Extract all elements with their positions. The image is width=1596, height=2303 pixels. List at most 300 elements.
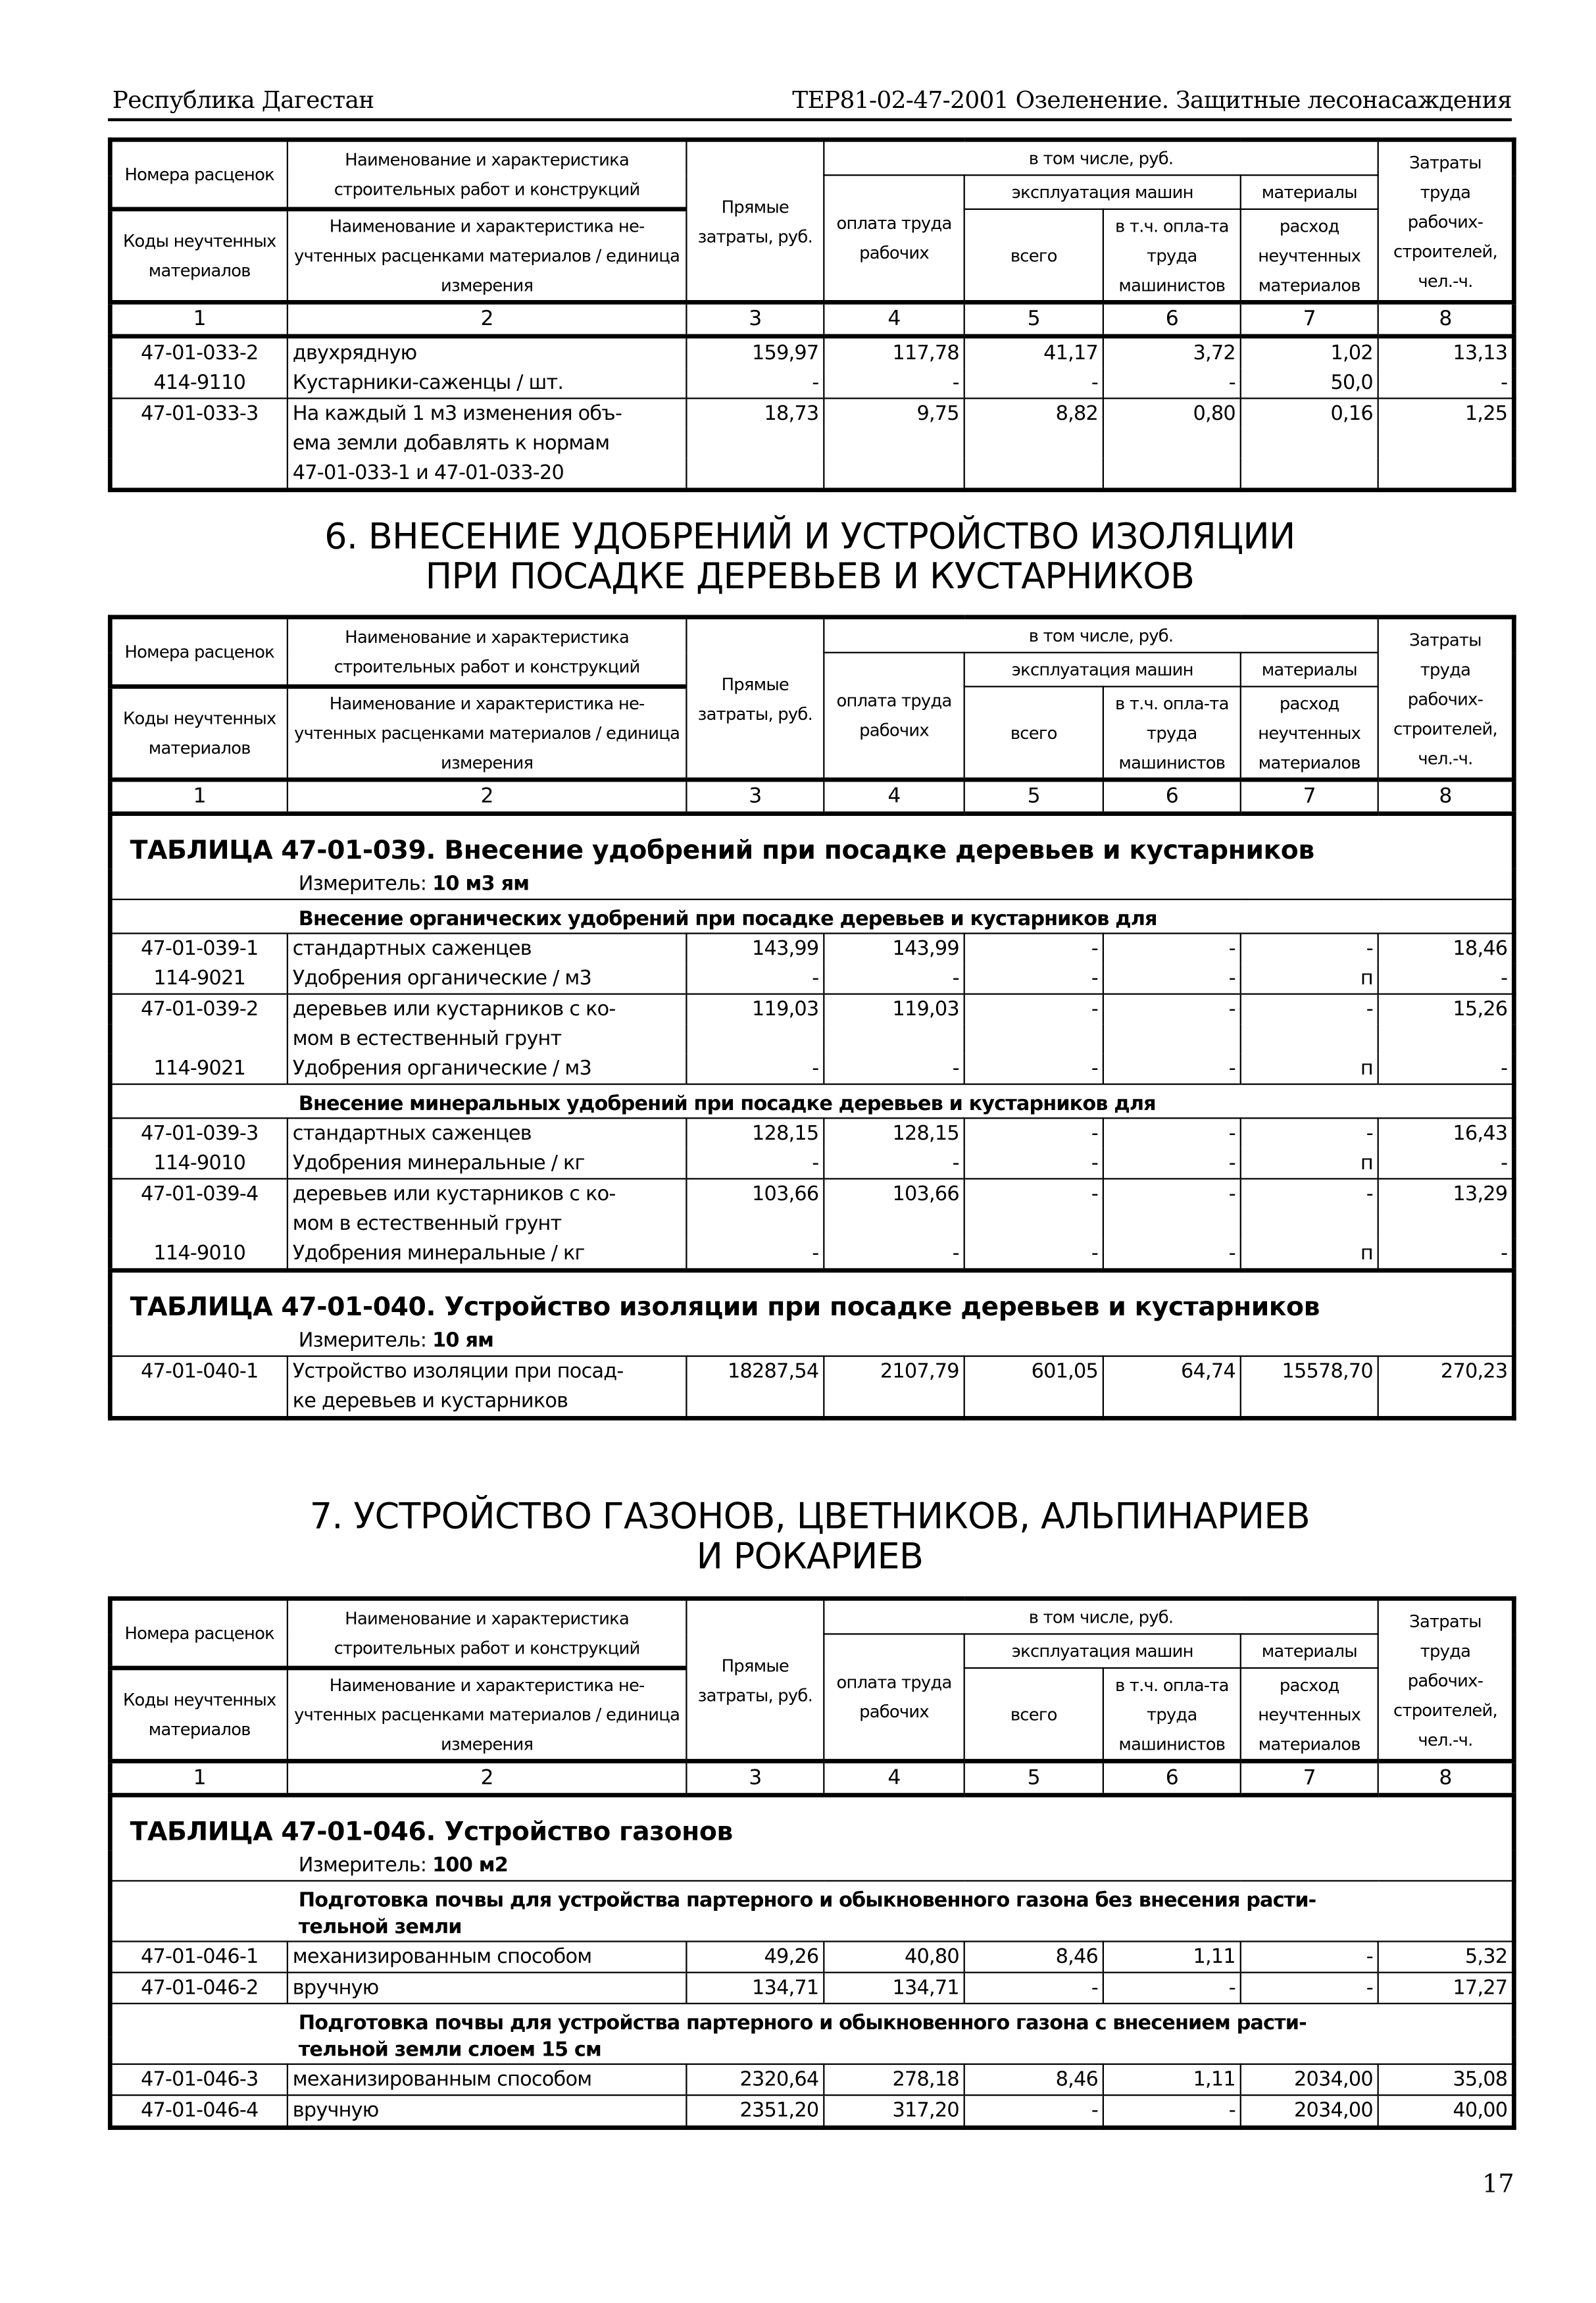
materials-cell: - [1241, 1118, 1378, 1148]
table-title [110, 1795, 1514, 1850]
labor-hours-cell: 35,08 [1378, 2064, 1514, 2095]
column-number: 2 [287, 1761, 687, 1795]
column-number: 2 [287, 302, 687, 336]
header-direct-costs: Прямые затраты, руб. [686, 1598, 824, 1761]
header-rate-number: Номера расценок [110, 139, 287, 209]
direct-costs-cell: 18,73 [686, 398, 824, 428]
worker-pay-cell: 117,78 [824, 336, 964, 368]
direct-costs-cell: 159,97 [686, 336, 824, 368]
header-rate-number: Номера расценок [110, 617, 287, 687]
labor-hours-cell [1378, 1209, 1514, 1238]
operator-pay-cell: - [1103, 934, 1241, 964]
worker-pay-cell [824, 458, 964, 490]
direct-costs-cell: - [686, 1238, 824, 1270]
labor-hours-cell: - [1378, 1148, 1514, 1178]
header-material-name: Наименование и характеристика не-учтенных расценками материалов / единица измерения [287, 686, 687, 780]
machines-total-cell: 41,17 [964, 336, 1103, 368]
column-number: 5 [964, 1761, 1103, 1795]
worker-pay-cell: 317,20 [824, 2095, 964, 2127]
subheading-row [110, 1881, 1514, 1914]
direct-costs-cell: 49,26 [686, 1942, 824, 1973]
column-number: 7 [1241, 1761, 1378, 1795]
materials-cell: - [1241, 1178, 1378, 1209]
section-title-line: 6. ВНЕСЕНИЕ УДОБРЕНИЙ И УСТРОЙСТВО ИЗОЛЯЦИИ [324, 515, 1295, 557]
machines-total-cell: - [964, 1973, 1103, 2004]
header-material-name: Наименование и характеристика не-учтенных расценками материалов / единица измерения [287, 209, 687, 303]
worker-pay-cell: - [824, 1148, 964, 1178]
rate-code-cell [110, 428, 287, 458]
header-work-name: Наименование и характеристика строительных работ и конструкций [287, 617, 687, 687]
subheading: тельной земли [298, 1915, 462, 1940]
operator-pay-cell: 64,74 [1103, 1356, 1241, 1386]
operator-pay-cell [1103, 1025, 1241, 1054]
machines-total-cell [964, 1025, 1103, 1054]
header-operator-pay: в т.ч. опла-та труда машинистов [1103, 1668, 1241, 1761]
description-cell: мом в естественный грунт [287, 1025, 687, 1054]
header-machines-total: всего [964, 1668, 1103, 1761]
machines-total-cell: - [964, 934, 1103, 964]
machines-total-cell: 8,46 [964, 1942, 1103, 1973]
subheading: Внесение органических удобрений при посадке деревьев и кустарников для [110, 899, 1514, 934]
header-row [110, 617, 1514, 653]
column-number: 6 [1103, 780, 1241, 814]
labor-hours-cell: 1,25 [1378, 398, 1514, 428]
table-row [110, 1386, 1514, 1418]
subheading-row [110, 899, 1514, 934]
operator-pay-cell: - [1103, 1973, 1241, 2004]
worker-pay-cell: - [824, 964, 964, 994]
section-7-title [108, 1498, 1512, 1577]
direct-costs-cell: 2320,64 [686, 2064, 824, 2095]
table-title [110, 814, 1514, 869]
direct-costs-cell: - [686, 1148, 824, 1178]
direct-costs-cell [686, 458, 824, 490]
materials-cell: 0,16 [1241, 398, 1378, 428]
operator-pay-cell [1103, 1209, 1241, 1238]
worker-pay-cell: 119,03 [824, 994, 964, 1025]
materials-cell: п [1241, 1238, 1378, 1270]
description-cell: стандартных саженцев [287, 1118, 687, 1148]
labor-hours-cell: - [1378, 964, 1514, 994]
description-cell: Устройство изоляции при посад- [287, 1356, 687, 1386]
materials-cell: 15578,70 [1241, 1356, 1378, 1386]
worker-pay-cell: 128,15 [824, 1118, 964, 1148]
measure-value: 10 м3 ям [432, 872, 530, 896]
header-document-title: ТЕР81-02-47-2001 Озеленение. Защитные лесонасаждения [792, 86, 1512, 114]
materials-cell: - [1241, 1973, 1378, 2004]
rates-table-3 [108, 1596, 1516, 2130]
measure-value: 100 м2 [432, 1853, 509, 1877]
rates-table-2 [108, 615, 1516, 1420]
header-material-codes: Коды неучтенных материалов [110, 1668, 287, 1761]
rate-code-cell: 47-01-046-2 [110, 1973, 287, 2004]
table-row [110, 2064, 1514, 2095]
rate-code-cell: 47-01-033-3 [110, 398, 287, 428]
measure-label: Измеритель: [298, 1853, 433, 1877]
machines-total-cell [964, 458, 1103, 490]
machines-total-cell: - [964, 1148, 1103, 1178]
rate-code-cell: 47-01-046-4 [110, 2095, 287, 2127]
measure-row [110, 1326, 1514, 1356]
labor-hours-cell: 13,13 [1378, 336, 1514, 368]
subheading-row [110, 1084, 1514, 1119]
measure-label: Измеритель: [298, 1329, 433, 1353]
machines-total-cell: - [964, 1054, 1103, 1084]
column-number: 5 [964, 302, 1103, 336]
materials-cell: 2034,00 [1241, 2064, 1378, 2095]
header-machines-total: всего [964, 686, 1103, 780]
column-number: 8 [1378, 302, 1514, 336]
header-machines-total: всего [964, 209, 1103, 303]
worker-pay-cell: 9,75 [824, 398, 964, 428]
operator-pay-cell: - [1103, 1148, 1241, 1178]
materials-cell: - [1241, 934, 1378, 964]
operator-pay-cell: - [1103, 1238, 1241, 1270]
header-rate-number: Номера расценок [110, 1598, 287, 1668]
worker-pay-cell [824, 1386, 964, 1418]
materials-cell [1241, 1025, 1378, 1054]
header-machines: эксплуатация машин [964, 653, 1241, 687]
operator-pay-cell: 0,80 [1103, 398, 1241, 428]
materials-cell: - [1241, 994, 1378, 1025]
description-cell: Кустарники-саженцы / шт. [287, 368, 687, 398]
header-direct-costs: Прямые затраты, руб. [686, 617, 824, 780]
rate-code-cell: 47-01-033-2 [110, 336, 287, 368]
worker-pay-cell: - [824, 1238, 964, 1270]
rate-code-cell: 47-01-040-1 [110, 1356, 287, 1386]
table-row [110, 368, 1514, 398]
column-number: 3 [686, 302, 824, 336]
header-operator-pay: в т.ч. опла-та труда машинистов [1103, 209, 1241, 303]
machines-total-cell: - [964, 368, 1103, 398]
labor-hours-cell: 16,43 [1378, 1118, 1514, 1148]
header-work-name: Наименование и характеристика строительных работ и конструкций [287, 1598, 687, 1668]
labor-hours-cell [1378, 1386, 1514, 1418]
description-cell: деревьев или кустарников с ко- [287, 1178, 687, 1209]
header-worker-pay: оплата труда рабочих [824, 653, 964, 780]
header-material-consumption: расход неучтенных материалов [1241, 686, 1378, 780]
table-row [110, 1356, 1514, 1386]
rate-code-cell: 47-01-046-3 [110, 2064, 287, 2095]
table-code: ТАБЛИЦА 47-01-046. [130, 1817, 436, 1848]
table-row [110, 1148, 1514, 1178]
section-title-line: И РОКАРИЕВ [696, 1535, 924, 1577]
worker-pay-cell [824, 428, 964, 458]
table-row [110, 1054, 1514, 1084]
rates-table-1 [108, 138, 1516, 492]
direct-costs-cell [686, 428, 824, 458]
direct-costs-cell: 119,03 [686, 994, 824, 1025]
rate-code-cell: 114-9021 [110, 964, 287, 994]
table-title-row [110, 814, 1514, 869]
table-title-row [110, 1795, 1514, 1850]
column-number: 3 [686, 780, 824, 814]
direct-costs-cell [686, 1386, 824, 1418]
header-row [110, 1598, 1514, 1634]
materials-cell: 50,0 [1241, 368, 1378, 398]
labor-hours-cell [1378, 428, 1514, 458]
subheading-row [110, 2004, 1514, 2037]
machines-total-cell [964, 1209, 1103, 1238]
header-region: Республика Дагестан [112, 86, 374, 114]
direct-costs-cell: - [686, 964, 824, 994]
subheading: Подготовка почвы для устройства партерного и обыкновенного газона без внесения расти- [110, 1881, 1514, 1914]
column-number: 1 [110, 780, 287, 814]
table-row [110, 1025, 1514, 1054]
description-cell: механизированным способом [287, 2064, 687, 2095]
header-labor-costs: Затраты труда рабочих-строителей, чел.-ч. [1378, 617, 1514, 780]
section-title-line: 7. УСТРОЙСТВО ГАЗОНОВ, ЦВЕТНИКОВ, АЛЬПИНАРИЕВ [309, 1496, 1310, 1538]
table-row [110, 934, 1514, 964]
subheading-row [110, 2037, 1514, 2064]
table-row [110, 458, 1514, 490]
header-labor-costs: Затраты труда рабочих-строителей, чел.-ч. [1378, 139, 1514, 302]
rate-code-cell: 47-01-039-2 [110, 994, 287, 1025]
labor-hours-cell: 13,29 [1378, 1178, 1514, 1209]
table-name: Устройство изоляции при посадке деревьев и кустарников [435, 1293, 1320, 1323]
section-6-title [108, 517, 1512, 597]
labor-hours-cell: 17,27 [1378, 1973, 1514, 2004]
rate-code-cell: 114-9010 [110, 1148, 287, 1178]
machines-total-cell [964, 428, 1103, 458]
header-material-consumption: расход неучтенных материалов [1241, 209, 1378, 303]
measure-row [110, 1850, 1514, 1881]
header-material-codes: Коды неучтенных материалов [110, 686, 287, 780]
description-cell: Удобрения органические / м3 [287, 964, 687, 994]
machines-total-cell: - [964, 1238, 1103, 1270]
worker-pay-cell [824, 1209, 964, 1238]
materials-cell [1241, 428, 1378, 458]
description-cell: Удобрения минеральные / кг [287, 1148, 687, 1178]
operator-pay-cell: 1,11 [1103, 2064, 1241, 2095]
materials-cell [1241, 1209, 1378, 1238]
column-numbers-row [110, 1761, 1514, 1795]
table-name: Устройство газонов [435, 1817, 733, 1848]
materials-cell: - [1241, 1942, 1378, 1973]
direct-costs-cell [686, 1209, 824, 1238]
machines-total-cell: 8,46 [964, 2064, 1103, 2095]
table-name: Внесение удобрений при посадке деревьев и кустарников [435, 836, 1314, 867]
header-including: в том числе, руб. [824, 139, 1378, 175]
rate-code-cell: 47-01-039-1 [110, 934, 287, 964]
column-number: 3 [686, 1761, 824, 1795]
rate-code-cell [110, 458, 287, 490]
operator-pay-cell: - [1103, 1178, 1241, 1209]
materials-cell: п [1241, 1054, 1378, 1084]
rate-code-cell [110, 1386, 287, 1418]
header-worker-pay: оплата труда рабочих [824, 1634, 964, 1761]
description-cell: мом в естественный грунт [287, 1209, 687, 1238]
section-title-line: ПРИ ПОСАДКЕ ДЕРЕВЬЕВ И КУСТАРНИКОВ [425, 555, 1195, 597]
table-row [110, 1118, 1514, 1148]
materials-cell: п [1241, 964, 1378, 994]
column-number: 4 [824, 780, 964, 814]
description-cell: деревьев или кустарников с ко- [287, 994, 687, 1025]
description-cell: Удобрения минеральные / кг [287, 1238, 687, 1270]
header-machines: эксплуатация машин [964, 1634, 1241, 1668]
worker-pay-cell [824, 1025, 964, 1054]
machines-total-cell: - [964, 2095, 1103, 2127]
worker-pay-cell: 134,71 [824, 1973, 964, 2004]
header-machines: эксплуатация машин [964, 175, 1241, 209]
direct-costs-cell: 128,15 [686, 1118, 824, 1148]
measure-unit [110, 869, 1514, 899]
table-row [110, 964, 1514, 994]
operator-pay-cell [1103, 1386, 1241, 1418]
header-work-name: Наименование и характеристика строительных работ и конструкций [287, 139, 687, 209]
description-cell: двухрядную [287, 336, 687, 368]
header-labor-costs: Затраты труда рабочих-строителей, чел.-ч. [1378, 1598, 1514, 1761]
worker-pay-cell: 278,18 [824, 2064, 964, 2095]
column-number: 7 [1241, 780, 1378, 814]
rate-code-cell: 114-9021 [110, 1054, 287, 1084]
column-number: 6 [1103, 1761, 1241, 1795]
machines-total-cell: - [964, 1118, 1103, 1148]
operator-pay-cell: 3,72 [1103, 336, 1241, 368]
table-row [110, 1973, 1514, 2004]
description-cell: механизированным способом [287, 1942, 687, 1973]
table-code: ТАБЛИЦА 47-01-039. [130, 836, 436, 867]
header-worker-pay: оплата труда рабочих [824, 175, 964, 302]
direct-costs-cell: 18287,54 [686, 1356, 824, 1386]
measure-row [110, 869, 1514, 899]
description-cell: 47-01-033-1 и 47-01-033-20 [287, 458, 687, 490]
subheading: Внесение минеральных удобрений при посадке деревьев и кустарников для [110, 1084, 1514, 1119]
subheading: Подготовка почвы для устройства партерного и обыкновенного газона с внесением расти- [110, 2004, 1514, 2037]
description-cell: ема земли добавлять к нормам [287, 428, 687, 458]
table-code: ТАБЛИЦА 47-01-040. [130, 1293, 436, 1323]
labor-hours-cell: - [1378, 368, 1514, 398]
table-row [110, 2095, 1514, 2127]
description-cell: Удобрения органические / м3 [287, 1054, 687, 1084]
description-cell: вручную [287, 2095, 687, 2127]
table-row [110, 1942, 1514, 1973]
operator-pay-cell: - [1103, 1118, 1241, 1148]
description-cell: вручную [287, 1973, 687, 2004]
direct-costs-cell: - [686, 1054, 824, 1084]
table-row [110, 428, 1514, 458]
header-materials: материалы [1241, 1634, 1378, 1668]
operator-pay-cell: - [1103, 368, 1241, 398]
table-row [110, 994, 1514, 1025]
worker-pay-cell: - [824, 1054, 964, 1084]
direct-costs-cell: - [686, 368, 824, 398]
direct-costs-cell: 2351,20 [686, 2095, 824, 2127]
table-title-row [110, 1271, 1514, 1326]
column-number: 8 [1378, 1761, 1514, 1795]
operator-pay-cell: - [1103, 2095, 1241, 2127]
direct-costs-cell [686, 1025, 824, 1054]
column-number: 6 [1103, 302, 1241, 336]
column-number: 7 [1241, 302, 1378, 336]
header-direct-costs: Прямые затраты, руб. [686, 139, 824, 302]
machines-total-cell: 601,05 [964, 1356, 1103, 1386]
materials-cell: 1,02 [1241, 336, 1378, 368]
labor-hours-cell: 270,23 [1378, 1356, 1514, 1386]
measure-value: 10 ям [432, 1329, 494, 1353]
rate-code-cell: 47-01-039-3 [110, 1118, 287, 1148]
worker-pay-cell: 2107,79 [824, 1356, 964, 1386]
header-materials: материалы [1241, 175, 1378, 209]
column-number: 1 [110, 1761, 287, 1795]
worker-pay-cell: 143,99 [824, 934, 964, 964]
description-cell: ке деревьев и кустарников [287, 1386, 687, 1418]
header-row [110, 139, 1514, 175]
materials-cell: 2034,00 [1241, 2095, 1378, 2127]
table-row [110, 1238, 1514, 1270]
header-material-name: Наименование и характеристика не-учтенных расценками материалов / единица измерения [287, 1668, 687, 1761]
direct-costs-cell: 143,99 [686, 934, 824, 964]
header-including: в том числе, руб. [824, 1598, 1378, 1634]
column-number: 1 [110, 302, 287, 336]
labor-hours-cell: 18,46 [1378, 934, 1514, 964]
labor-hours-cell: 5,32 [1378, 1942, 1514, 1973]
header-material-consumption: расход неучтенных материалов [1241, 1668, 1378, 1761]
column-number: 2 [287, 780, 687, 814]
column-number: 5 [964, 780, 1103, 814]
materials-cell [1241, 1386, 1378, 1418]
labor-hours-cell: 40,00 [1378, 2095, 1514, 2127]
direct-costs-cell: 134,71 [686, 1973, 824, 2004]
subheading: тельной земли слоем 15 см [298, 2038, 601, 2062]
labor-hours-cell [1378, 458, 1514, 490]
page-number: 17 [1482, 2169, 1514, 2200]
measure-label: Измеритель: [298, 872, 433, 896]
table-row [110, 1178, 1514, 1209]
column-numbers-row [110, 780, 1514, 814]
column-number: 4 [824, 302, 964, 336]
labor-hours-cell: - [1378, 1054, 1514, 1084]
header-material-codes: Коды неучтенных материалов [110, 209, 287, 303]
operator-pay-cell: - [1103, 964, 1241, 994]
table-title [110, 1271, 1514, 1326]
operator-pay-cell: - [1103, 994, 1241, 1025]
materials-cell [1241, 458, 1378, 490]
rate-code-cell [110, 1025, 287, 1054]
worker-pay-cell: 40,80 [824, 1942, 964, 1973]
labor-hours-cell: 15,26 [1378, 994, 1514, 1025]
operator-pay-cell: - [1103, 1054, 1241, 1084]
worker-pay-cell: - [824, 368, 964, 398]
rate-code-cell: 47-01-039-4 [110, 1178, 287, 1209]
header-including: в том числе, руб. [824, 617, 1378, 653]
machines-total-cell: - [964, 994, 1103, 1025]
rate-code-cell: 47-01-046-1 [110, 1942, 287, 1973]
direct-costs-cell: 103,66 [686, 1178, 824, 1209]
measure-unit [110, 1326, 1514, 1356]
header-materials: материалы [1241, 653, 1378, 687]
table-row [110, 1209, 1514, 1238]
header-operator-pay: в т.ч. опла-та труда машинистов [1103, 686, 1241, 780]
table-row [110, 336, 1514, 368]
rate-code-cell: 414-9110 [110, 368, 287, 398]
column-number: 4 [824, 1761, 964, 1795]
operator-pay-cell [1103, 428, 1241, 458]
column-numbers-row [110, 302, 1514, 336]
header-divider [108, 118, 1512, 121]
rate-code-cell [110, 1209, 287, 1238]
machines-total-cell [964, 1386, 1103, 1418]
worker-pay-cell: 103,66 [824, 1178, 964, 1209]
operator-pay-cell [1103, 458, 1241, 490]
description-cell: На каждый 1 м3 изменения объ- [287, 398, 687, 428]
subheading-row [110, 1914, 1514, 1942]
machines-total-cell: 8,82 [964, 398, 1103, 428]
labor-hours-cell: - [1378, 1238, 1514, 1270]
machines-total-cell: - [964, 964, 1103, 994]
materials-cell: п [1241, 1148, 1378, 1178]
measure-unit [110, 1850, 1514, 1881]
